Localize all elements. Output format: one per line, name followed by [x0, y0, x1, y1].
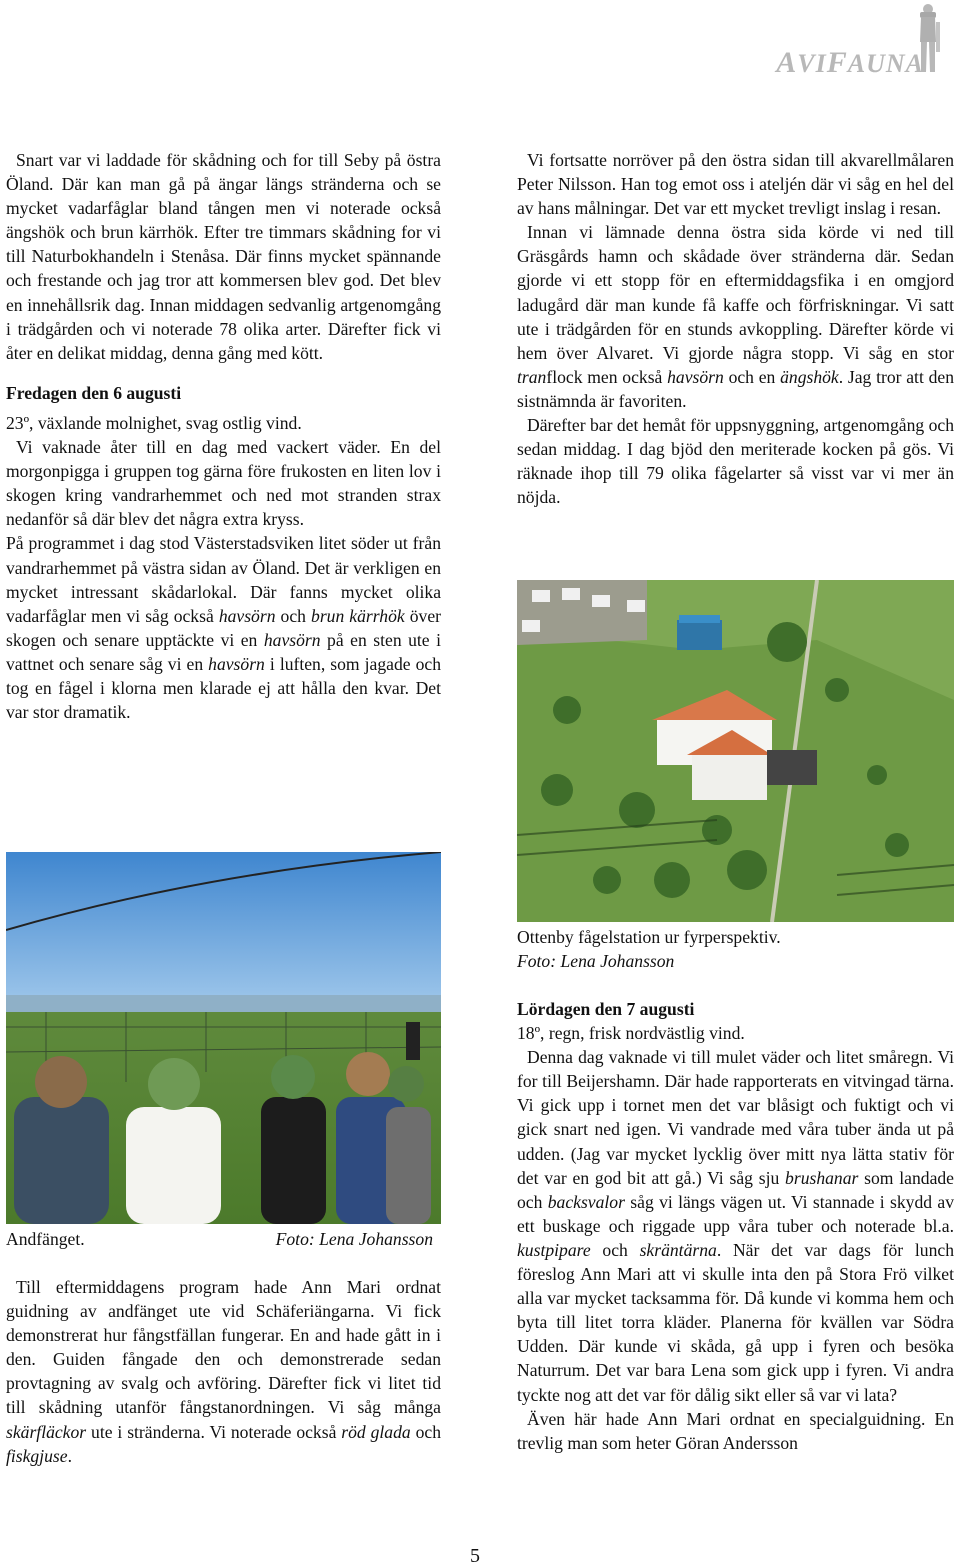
avifauna-logo [702, 0, 952, 80]
paragraph: Vi vaknade åter till en dag med vackert väder. En del morgonpigga i gruppen tog gärna före frukosten en liten lov i skogen kring vandrarhemmet och ned mot stranden strax nedanför så där blev det några extra kryss. [6, 437, 441, 530]
right-photo-caption [517, 925, 954, 973]
left-column-top [6, 148, 441, 724]
paragraph: Denna dag vaknade vi till mulet väder och litet småregn. Vi for till Beijershamn. Där hade rapporterats en vitvingad tärna. Vi gick upp i tornet men det var blåsigt och fuktigt och vi gick snart ned igen. Vi vandrade med våra tuber ända ut på udden. (Jag var mycket lycklig över mitt nya lätta stativ för det var en god bit att gå.) Vi såg sju brushanar som landade och backsvalor såg vi längs vägen ut. Vi stannade i skydd av ett buskage och riggade upp våra tuber och noterade bl.a. kustpipare och skräntärna. När det var dags för lunch föreslog Ann Mari att vi skulle inta den på Stora Frö vilket alla var mycket tacksamma för. Då kunde vi komma hem och byta till litet torra kläder. Planerna för kvällen var Södra Udden. Där kunde vi skåda, gå upp i fyren och besöka Naturrum. Det var bara Lena som gick upp i fyren. Vi andra tyckte nog att det var för dålig sikt eller så var vi lata? [517, 1047, 955, 1405]
photo-andfanget [6, 852, 441, 1224]
right-column-bottom [517, 997, 954, 1455]
page-number: 5 [470, 1545, 480, 1567]
paragraph: Innan vi lämnade denna östra sida körde vi ned till Gräsgårds hamn och skådade över stränderna där. Sedan gjorde vi ett stopp för en eftermiddagsfika i en omgjord ladugård där man kunde få kaffe och förfriskningar. Vi satt ute i trädgården för en stunds avkoppling. Därefter körde vi hem över Alvaret. Vi gjorde några stopp. Vi såg en stor tranflock men också havsörn och en ängshök. Jag tror att den sistnämnda är favoriten. [517, 222, 954, 411]
paragraph: Även här hade Ann Mari ordnat en specialguidning. En trevlig man som heter Göran Andersson [517, 1408, 954, 1453]
photo-ottenby [517, 580, 954, 922]
paragraph: Vi fortsatte norröver på den östra sidan till akvarellmålaren Peter Nilsson. Han tog emot oss i ateljén där vi såg en hel del av hans målningar. Det var ett mycket trevligt inslag i resan. [517, 150, 954, 219]
paragraph: På programmet i dag stod Västerstadsviken litet söder ut från vandrarhemmet på västra sidan av Öland. Det är verkligen en mycket intressant skådarlokal. Där fanns mycket olika vadarfåglar men vi såg också havsörn och brun kärrhök över skogen och senare upptäckte vi en havsörn på en sten ute i vattnet och senare såg vi en havsörn i luften, som jagade och tog en fågel i klorna men klarade ej att hålla den kvar. Det var stor dramatik. [6, 533, 441, 723]
section-heading-friday: Fredagen den 6 augusti [6, 382, 182, 403]
logo-wordmark: AVIFAUNA [776, 46, 924, 79]
section-heading-saturday: Lördagen den 7 augusti [517, 999, 695, 1019]
paragraph: Till eftermiddagens program hade Ann Mari ordnat guidning av andfänget ute vid Schäferiängarna. Vi fick demonstrerat hur fångstfällan fungerar. En and hade gått in i den. Guiden fångade den och demonstrerade sedan provtagning av svalg och avföring. Därefter fick vi litet tid till skådning utanför fångstanordningen. Vi såg många skärfläckor ute i stränderna. Vi noterade också röd glada och fiskgjuse. [6, 1277, 441, 1466]
paragraph: Snart var vi laddade för skådning och for till Seby på östra Öland. Där kan man gå på ängar längs stränderna och se mycket vadarfåglar bland tången men vi noterade också ängshök och brun kärrhök. Efter tre timmars skådning for vi till Naturbokhandeln i Stenåsa. Där finns mycket spännande och frestande och jag tror att kommersen blev god. Det blev en innehållsrik dag. Innan middagen sedvanlig artgenomgång i trädgården och vi noterade 78 olika arter. Därefter fick vi åter en delikat middag, denna gång med kött. [6, 150, 441, 363]
left-column-bottom [6, 1275, 441, 1468]
caption-title: Andfänget. [6, 1229, 85, 1249]
caption-credit: Foto: Lena Johansson [275, 1229, 433, 1249]
caption-credit: Foto: Lena Johansson [517, 951, 675, 972]
left-photo-caption [6, 1227, 441, 1251]
right-column-top [517, 148, 954, 509]
caption-title: Ottenby fågelstation ur fyrperspektiv. [517, 927, 781, 947]
paragraph: Därefter bar det hemåt för uppsnyggning, artgenomgång och sedan middag. I dag bjöd den meriterade kocken på gös. Vi räknade ihop till 79 olika fågelarter så visst var vi mer än nöjda. [517, 415, 954, 508]
weather-line: 18º, regn, frisk nordvästlig vind. [517, 1023, 745, 1044]
weather-line: 23º, växlande molnighet, svag ostlig vind. [6, 412, 302, 433]
